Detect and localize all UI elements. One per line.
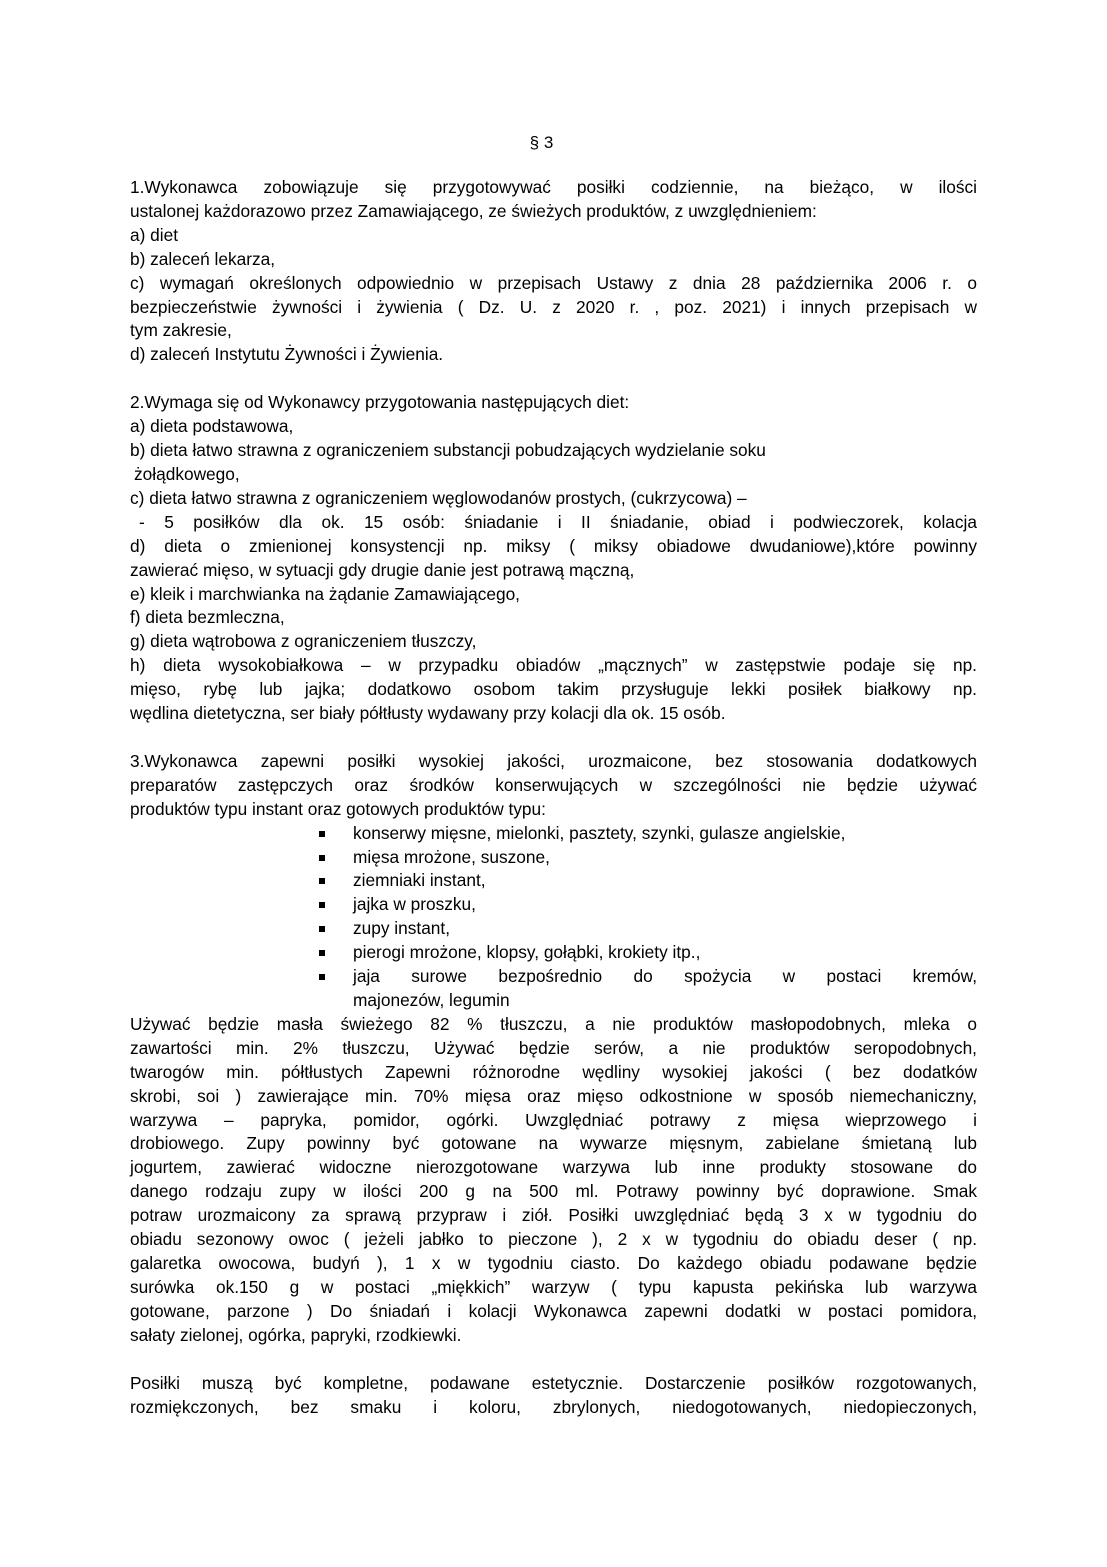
paragraph-2 <box>130 391 977 726</box>
bullet-text-continuation: majonezów, legumin <box>353 990 510 1010</box>
list-item: e) kleik i marchwianka na żądanie Zamawiającego, <box>130 583 520 604</box>
text-line: sałaty zielonej, ogórka, papryki, rzodkiewki. <box>130 1324 462 1345</box>
bullet-list <box>130 822 977 1013</box>
text-line: zawierać mięso, w sytuacji gdy drugie danie jest potrawą mączną, <box>130 559 635 580</box>
text-line: potraw urozmaicony za sprawą przypraw i ziół. Posiłki uwzględniać będą 3 x w tygodniu do <box>130 1205 977 1226</box>
text-line: danego rodzaju zupy w ilości 200 g na 500 ml. Potrawy powinny być doprawione. Smak <box>130 1181 977 1202</box>
list-item: a) diet <box>130 224 179 245</box>
text-line: jogurtem, zawierać widoczne nierozgotowane warzywa lub inne produkty stosowane do <box>130 1157 977 1178</box>
text-line: żołądkowego, <box>134 463 240 484</box>
bullet-text: ziemniaki instant, <box>353 870 486 891</box>
bullet-item <box>130 941 977 965</box>
bullet-text: jajka w proszku, <box>353 894 476 915</box>
bullet-item <box>130 846 977 870</box>
square-bullet-icon <box>319 855 325 861</box>
text-line: gotowane, parzone ) Do śniadań i kolacji Wykonawca zapewni dodatki w postaci pomidora, <box>130 1300 977 1321</box>
list-item: d) zaleceń Instytutu Żywności i Żywienia. <box>130 344 444 365</box>
text-line: produktów typu instant oraz gotowych produktów typu: <box>130 798 546 819</box>
list-item: h) dieta wysokobiałkowa – w przypadku obiadów „mącznych” w zastępstwie podaje się np. <box>130 655 977 676</box>
text-line: zawartości min. 2% tłuszczu, Używać będzie serów, a nie produktów seropodobnych, <box>130 1037 977 1058</box>
square-bullet-icon <box>319 902 325 908</box>
square-bullet-icon <box>319 950 325 956</box>
bullet-text: mięsa mrożone, suszone, <box>353 846 550 867</box>
list-item: f) dieta bezmleczna, <box>130 607 285 628</box>
list-item: d) dieta o zmienionej konsystencji np. miksy ( miksy obiadowe dwudaniowe),które powinny <box>130 535 977 556</box>
square-bullet-icon <box>319 926 325 932</box>
text-line: Używać będzie masła świeżego 82 % tłuszczu, a nie produktów masłopodobnych, mleka o <box>130 1013 977 1034</box>
bullet-text: konserwy mięsne, mielonki, pasztety, szynki, gulasze angielskie, <box>353 822 846 843</box>
text-line: galaretka owocowa, budyń ), 1 x w tygodniu ciasto. Do każdego obiadu podawane będzie <box>130 1252 977 1273</box>
text-line: - 5 posiłków dla ok. 15 osób: śniadanie i II śniadanie, obiad i podwieczorek, kolacja <box>139 511 977 532</box>
square-bullet-icon <box>319 974 325 980</box>
text-line: 3.Wykonawca zapewni posiłki wysokiej jakości, urozmaicone, bez stosowania dodatkowych <box>130 750 977 771</box>
text-line: wędlina dietetyczna, ser biały półtłusty wydawany przy kolacji dla ok. 15 osób. <box>130 703 726 724</box>
text-line: twarogów min. półtłustych Zapewni różnorodne wędliny wysokiej jakości ( bez dodatków <box>130 1061 977 1082</box>
text-line: rozmiękczonych, bez smaku i koloru, zbrylonych, niedogotowanych, niedopieczonych, <box>130 1396 977 1417</box>
text-line: Posiłki muszą być kompletne, podawane estetycznie. Dostarczenie posiłków rozgotowanych, <box>130 1372 977 1393</box>
text-line: ustalonej każdorazowo przez Zamawiającego, ze świeżych produktów, z uwzględnieniem: <box>130 200 817 221</box>
paragraph-gap <box>130 726 977 750</box>
text-line: obiadu sezonowy owoc ( jeżeli jabłko to pieczone ), 2 x w tygodniu do obiadu deser ( np. <box>130 1229 977 1250</box>
list-item: c) wymagań określonych odpowiednio w przepisach Ustawy z dnia 28 października 2006 r. o <box>130 272 977 293</box>
document-body <box>130 176 977 1419</box>
bullet-item <box>130 822 977 846</box>
text-line: drobiowego. Zupy powinny być gotowane na wywarze mięsnym, zabielane śmietaną lub <box>130 1133 977 1154</box>
text-line: skrobi, soi ) zawierające min. 70% mięsa oraz mięso odkostnione w sposób niemechaniczny, <box>130 1085 977 1106</box>
section-heading: § 3 <box>529 133 554 152</box>
paragraph-gap <box>130 1348 977 1372</box>
bullet-item <box>130 869 977 893</box>
list-item: b) dieta łatwo strawna z ograniczeniem substancji pobudzających wydzielanie soku <box>130 440 766 461</box>
bullet-text: zupy instant, <box>353 918 451 939</box>
text-line: 2.Wymaga się od Wykonawcy przygotowania następujących diet: <box>130 392 630 413</box>
paragraph-4 <box>130 1372 977 1420</box>
paragraph-1 <box>130 176 977 367</box>
bullet-item <box>130 965 977 1013</box>
bullet-text: pierogi mrożone, klopsy, gołąbki, krokiety itp., <box>353 942 701 963</box>
text-line: 1.Wykonawca zobowiązuje się przygotowywać posiłki codziennie, na bieżąco, w ilości <box>130 177 977 197</box>
list-item: a) dieta podstawowa, <box>130 416 294 437</box>
paragraph-3 <box>130 750 977 1348</box>
text-line: mięso, rybę lub jajka; dodatkowo osobom takim przysługuje lekki posiłek białkowy np. <box>130 679 977 700</box>
text-line: preparatów zastępczych oraz środków konserwujących w szczególności nie będzie używać <box>130 774 977 795</box>
list-item: b) zaleceń lekarza, <box>130 248 276 269</box>
bullet-item <box>130 893 977 917</box>
square-bullet-icon <box>319 831 325 837</box>
bullet-text: jaja surowe bezpośrednio do spożycia w postaci kremów, <box>353 966 977 987</box>
paragraph-gap <box>130 367 977 391</box>
list-item: c) dieta łatwo strawna z ograniczeniem węglowodanów prostych, (cukrzycowa) – <box>130 487 747 508</box>
list-item: g) dieta wątrobowa z ograniczeniem tłuszczy, <box>130 631 477 652</box>
text-line: warzywa – papryka, pomidor, ogórki. Uwzględniać potrawy z mięsa wieprzowego i <box>130 1109 977 1130</box>
text-line: surówka ok.150 g w postaci „miękkich” warzyw ( typu kapusta pekińska lub warzywa <box>130 1276 977 1297</box>
text-line: tym zakresie, <box>130 320 232 341</box>
text-line: bezpieczeństwie żywności i żywienia ( Dz. U. z 2020 r. , poz. 2021) i innych przepisach w <box>130 296 977 317</box>
bullet-item <box>130 917 977 941</box>
square-bullet-icon <box>319 878 325 884</box>
